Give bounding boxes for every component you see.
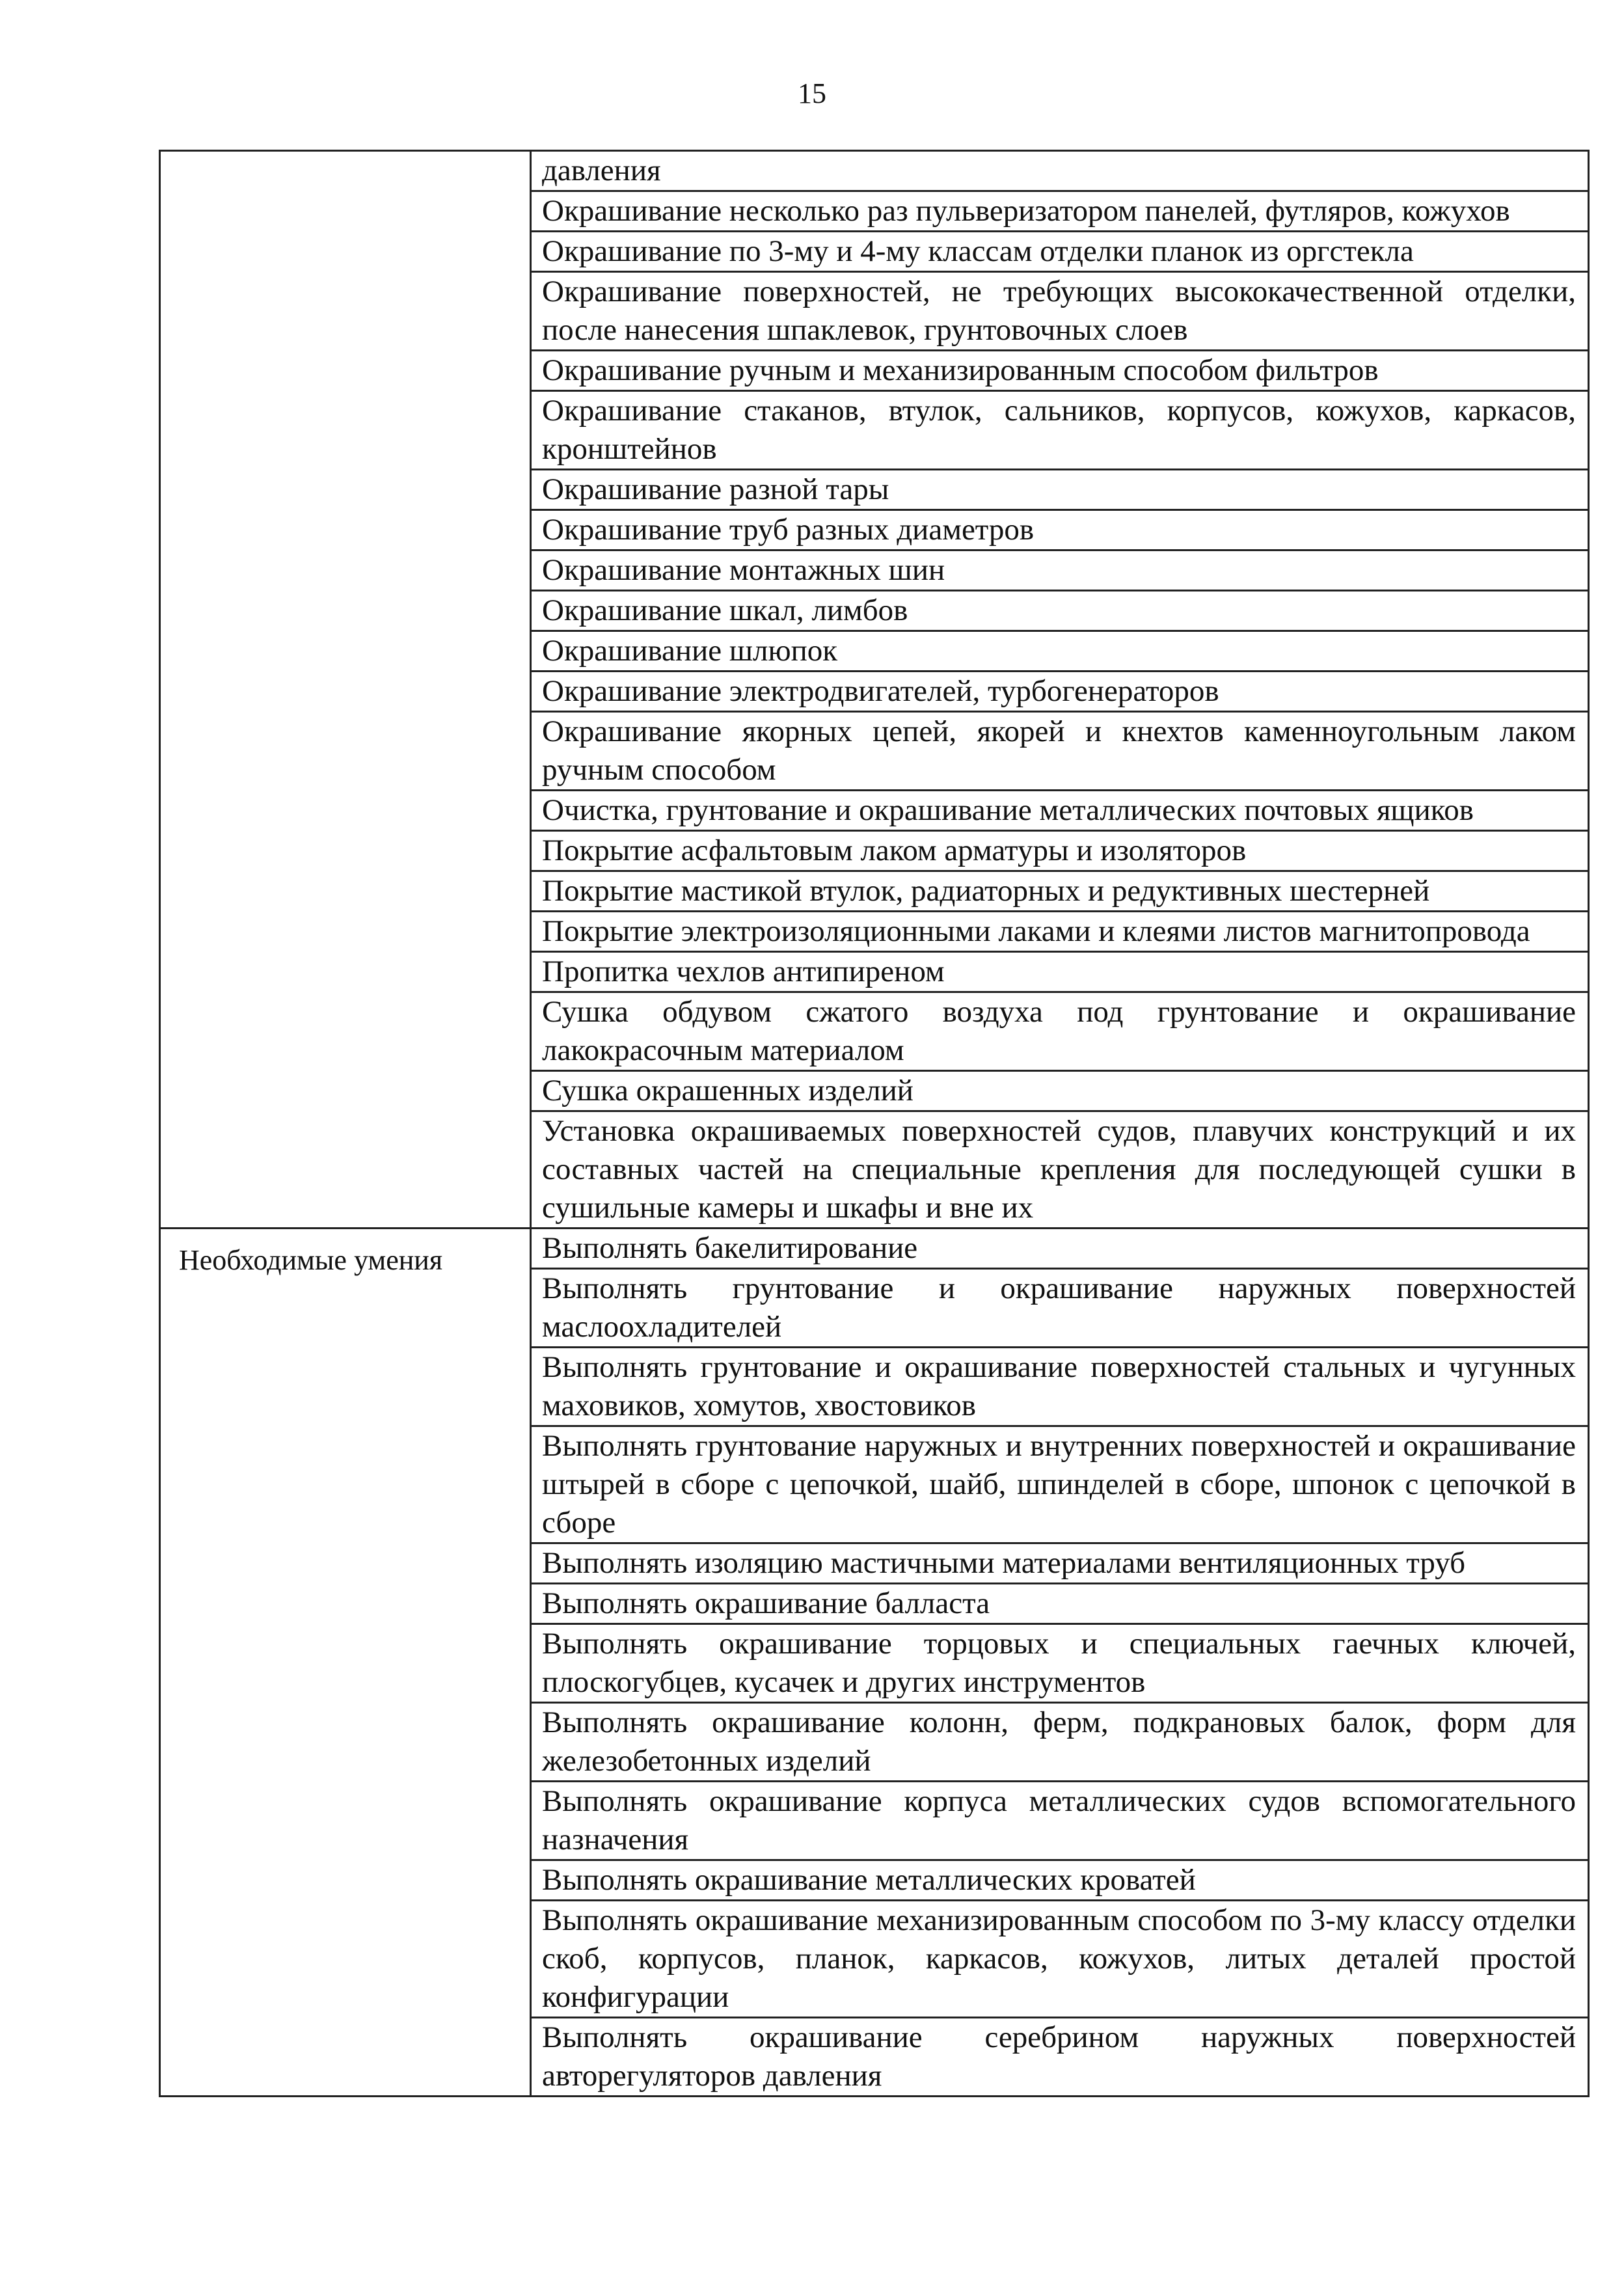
row-label — [160, 151, 531, 1229]
list-item: Окрашивание ручным и механизированным способом фильтров — [532, 351, 1588, 392]
list-item: Выполнять окрашивание колонн, ферм, подкрановых балок, форм для железобетонных изделий — [532, 1704, 1588, 1782]
list-item: Окрашивание по 3-му и 4-му классам отделки планок из оргстекла — [532, 232, 1588, 273]
page-number: 15 — [798, 77, 826, 109]
list-item: Выполнять окрашивание механизированным способом по 3-му классу отделки скоб, корпусов, планок, каркасов, кожухов, литых деталей простой конфигурации — [532, 1901, 1588, 2018]
list-item: Окрашивание шкал, лимбов — [532, 591, 1588, 632]
items-cell — [531, 151, 1589, 1229]
list-item: Сушка окрашенных изделий — [532, 1072, 1588, 1112]
list-item: Покрытие электроизоляционными лаками и клеями листов магнитопровода — [532, 912, 1588, 953]
list-item: Окрашивание монтажных шин — [532, 551, 1588, 591]
list-item: Окрашивание якорных цепей, якорей и кнехтов каменноугольным лаком ручным способом — [532, 713, 1588, 791]
list-item: Выполнять грунтование и окрашивание наружных поверхностей маслоохладителей — [532, 1270, 1588, 1348]
list-item: Выполнять окрашивание серебрином наружных поверхностей авторегуляторов давления — [542, 2020, 1576, 2093]
list-item: Выполнять изоляцию мастичными материалами вентиляционных труб — [532, 1544, 1588, 1584]
list-item: Окрашивание шлюпок — [532, 632, 1588, 672]
list-item: Очистка, грунтование и окрашивание металлических почтовых ящиков — [532, 791, 1588, 832]
items-cell — [531, 1229, 1589, 2097]
list-item: Выполнять грунтование наружных и внутренних поверхностей и окрашивание штырей в сборе с цепочкой, шайб, шпинделей в сборе, шпонок с цепочкой в сборе — [532, 1427, 1588, 1544]
list-item: Выполнять окрашивание балласта — [532, 1584, 1588, 1625]
list-item: Выполнять окрашивание торцовых и специальных гаечных ключей, плоскогубцев, кусачек и других инструментов — [532, 1625, 1588, 1704]
list-item: Окрашивание стаканов, втулок, сальников, корпусов, кожухов, каркасов, кронштейнов — [532, 392, 1588, 470]
list-item: Покрытие асфальтовым лаком арматуры и изоляторов — [532, 832, 1588, 872]
list-item: Выполнять окрашивание металлических кроватей — [532, 1861, 1588, 1901]
list-item: Выполнять бакелитирование — [532, 1229, 1588, 1270]
list-item: Окрашивание разной тары — [532, 470, 1588, 511]
list-item: Покрытие мастикой втулок, радиаторных и редуктивных шестерней — [532, 872, 1588, 912]
list-item: Окрашивание труб разных диаметров — [532, 511, 1588, 551]
list-item: Сушка обдувом сжатого воздуха под грунтование и окрашивание лакокрасочным материалом — [532, 993, 1588, 1072]
list-item: Пропитка чехлов антипиреном — [532, 953, 1588, 993]
list-item: Окрашивание несколько раз пульверизатором панелей, футляров, кожухов — [532, 192, 1588, 232]
list-item: Окрашивание электродвигателей, турбогенераторов — [532, 672, 1588, 713]
table-row-required-skills — [160, 1229, 1589, 2097]
list-item: давления — [532, 152, 1588, 192]
list-item: Выполнять грунтование и окрашивание поверхностей стальных и чугунных маховиков, хомутов, хвостовиков — [532, 1348, 1588, 1427]
competency-table — [159, 150, 1590, 2097]
list-item: Выполнять окрашивание корпуса металлических судов вспомогательного назначения — [532, 1782, 1588, 1861]
list-item: Установка окрашиваемых поверхностей судов, плавучих конструкций и их составных частей на специальные крепления для последующей сушки в сушильные камеры и шкафы и вне их — [542, 1114, 1576, 1225]
row-label-required-skills: Необходимые умения — [160, 1229, 531, 2097]
list-item: Окрашивание поверхностей, не требующих высококачественной отделки, после нанесения шпаклевок, грунтовочных слоев — [532, 273, 1588, 351]
table-row-work-actions — [160, 151, 1589, 1229]
